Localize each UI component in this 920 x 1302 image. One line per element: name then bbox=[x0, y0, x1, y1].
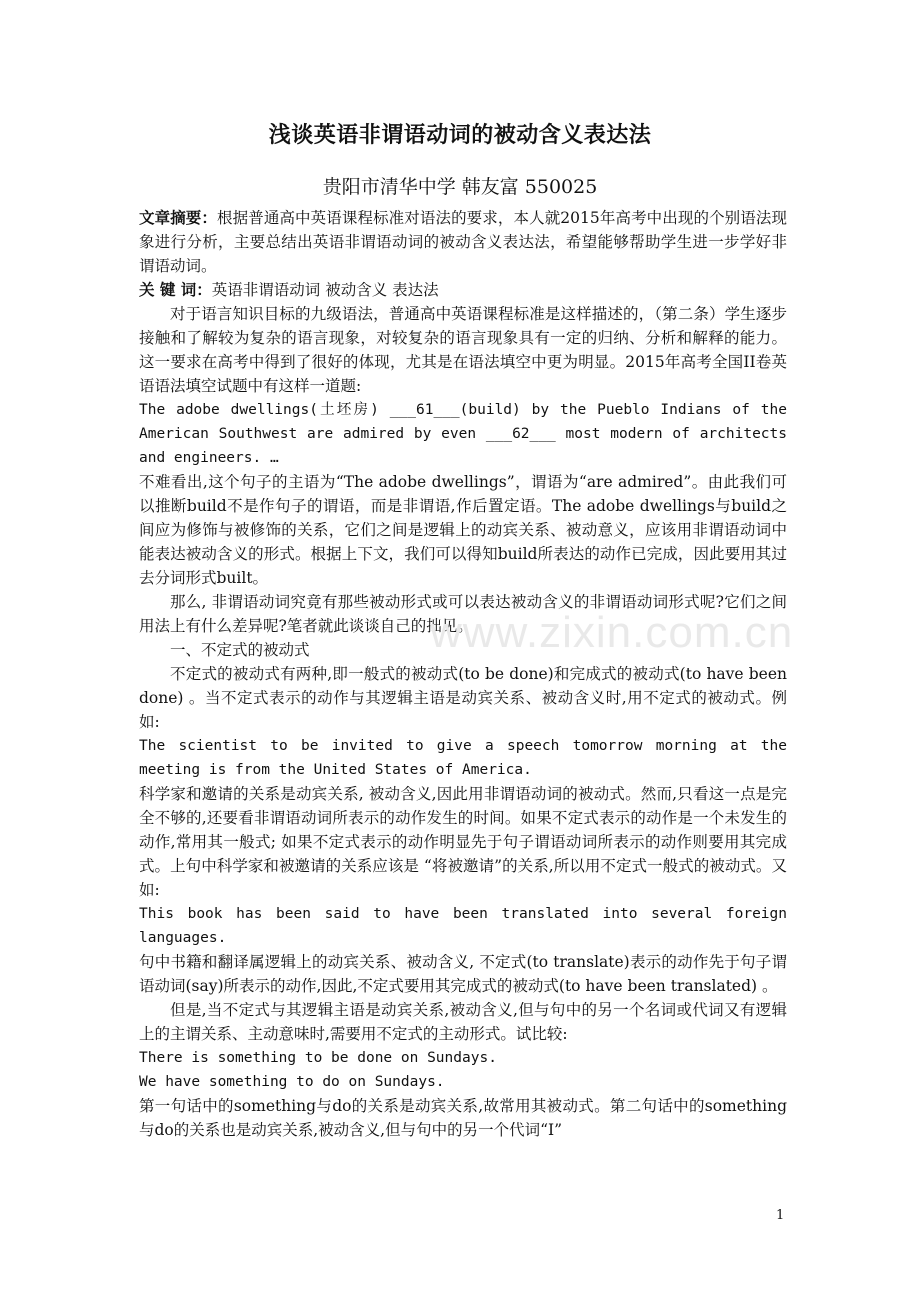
paragraph-explanation-2: 句中书籍和翻译属逻辑上的动宾关系、被动含义, 不定式(to translate)表示的动作先于句子谓语动词(say)所表示的动作,因此,不定式要用其完成式的被动式(to have been translated) 。 bbox=[139, 953, 787, 995]
paragraph-explanation-1: 科学家和邀请的关系是动宾关系, 被动含义,因此用非谓语动词的被动式。然而,只看这一点是完全不够的,还要看非谓语动词所表示的动作发生的时间。如果不定式表示的动作是一个未发生的动作,常用其一般式; 如果不定式表示的动作明显先于句子谓语动词所表示的动作则要用其完成式。上句中科学家和被邀请的关系应该是 “将被邀请”的关系,所以用不定式一般式的被动式。又如: bbox=[139, 785, 787, 899]
paragraph-question: 那么, 非谓语动词究竟有那些被动形式或可以表达被动含义的非谓语动词形式呢?它们之间用法上有什么差异呢?笔者就此谈谈自己的拙见。 bbox=[139, 593, 787, 635]
example-sentence-5: We have something to do on Sundays. bbox=[139, 1074, 445, 1090]
keywords-label: 关 键 词： bbox=[139, 281, 212, 299]
page-title: 浅谈英语非谓语动词的被动含义表达法 bbox=[268, 123, 652, 148]
paragraph-intro: 对于语言知识目标的九级语法，普通高中英语课程标准是这样描述的，（第二条）学生逐步接触和了解较为复杂的语言现象，对较复杂的语言现象具有一定的归纳、分析和解释的能力。这一要求在高考中得到了很好的体现，尤其是在语法填空中更为明显。2015年高考全国II卷英语语法填空试题中有这样一道题: bbox=[139, 305, 787, 395]
paragraph-infinitive-passive: 不定式的被动式有两种,即一般式的被动式(to be done)和完成式的被动式(to have been done) 。当不定式表示的动作与其逻辑主语是动宾关系、被动含义时,用不定式的被动式。例如: bbox=[139, 665, 787, 731]
page-number: 1 bbox=[776, 1208, 785, 1223]
example-sentence-4: There is something to be done on Sundays. bbox=[139, 1050, 497, 1066]
paragraph-analysis: 不难看出,这个句子的主语为“The adobe dwellings”，谓语为“are admired”。由此我们可以推断build不是作句子的谓语，而是非谓语,作后置定语。The adobe dwellings与build之间应为修饰与被修饰的关系，它们之间是逻辑上的动宾关系、被动意义，应该用非谓语动词中能表达被动含义的形式。根据上下文，我们可以得知build所表达的动作已完成，因此要用其过去分词形式built。 bbox=[139, 473, 787, 587]
paragraph-active-form: 但是,当不定式与其逻辑主语是动宾关系,被动含义,但与句中的另一个名词或代词又有逻辑上的主谓关系、主动意味时,需要用不定式的主动形式。试比较: bbox=[139, 1001, 787, 1043]
paragraph-comparison: 第一句话中的something与do的关系是动宾关系,故常用其被动式。第二句话中的something与do的关系也是动宾关系,被动含义,但与句中的另一个代词“I” bbox=[139, 1097, 787, 1139]
example-sentence-3: This book has been said to have been translated into several foreign languages. bbox=[139, 906, 787, 946]
watermark: www.zixin.com.cn bbox=[430, 608, 794, 657]
abstract bbox=[139, 206, 787, 278]
article-body bbox=[139, 206, 787, 1142]
section-heading: 一、不定式的被动式 bbox=[170, 641, 310, 659]
abstract-label: 文章摘要： bbox=[139, 209, 218, 227]
keywords-text: 英语非谓语动词 被动含义 表达法 bbox=[211, 281, 439, 299]
keywords bbox=[139, 278, 787, 302]
abstract-text: 根据普通高中英语课程标准对语法的要求，本人就2015年高考中出现的个别语法现象进行分析，主要总结出英语非谓语动词的被动含义表达法，希望能够帮助学生进一步学好非谓语动词。 bbox=[139, 209, 787, 275]
example-sentence-2: The scientist to be invited to give a speech tomorrow morning at the meeting is from the United States of America. bbox=[139, 738, 787, 778]
author-line: 贵阳市清华中学 韩友富 550025 bbox=[322, 176, 598, 198]
example-sentence-1: The adobe dwellings(土坯房) ___61___(build) by the Pueblo Indians of the American Southwest are admired by even ___62___ most modern of architects and engineers. … bbox=[139, 402, 787, 466]
